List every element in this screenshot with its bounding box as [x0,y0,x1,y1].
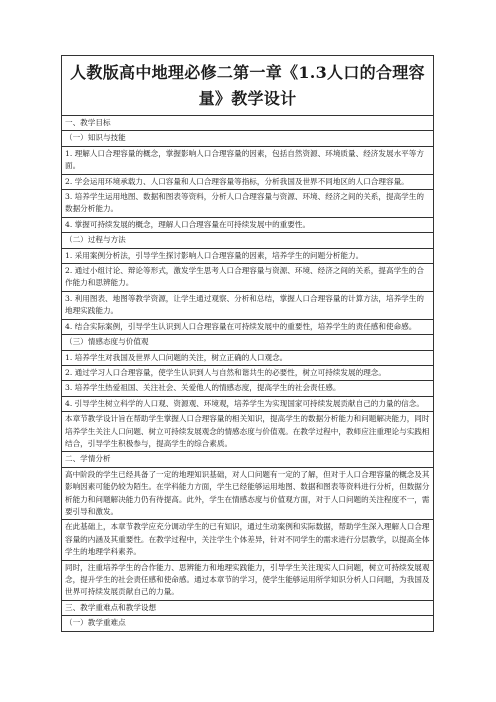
row-text: 同时，注重培养学生的合作能力、思辨能力和地理实践能力，引导学生关注现实人口问题，树立可持续发展观念，提升学生的社会责任感和使命感。通过本章节的学习，使学生能够运用所学知识分析人口问题，为我国及世界可持续发展贡献自己的力量。 [65,562,430,597]
row-text: 4. 引导学生树立科学的人口观、资源观、环境观，培养学生为实现国家可持续发展贡献自己的力量的信念。 [65,398,424,408]
row-text: 二、学情分析 [65,454,111,464]
document-title: 人教版高中地理必修二第一章《1.3人口的合理容量》教学设计 [70,63,425,108]
table-row [62,218,433,233]
row-text: （一）教学重难点 [65,618,126,628]
row-text: 高中阶段的学生已经具备了一定的地理知识基础，对人口问题有一定的了解，但对于人口合理容量的概念及其影响因素可能仍较为陌生。在学科能力方面，学生已经能够运用地图、数据和图表等资料进行分析，但数据分析能力和问题解决能力仍有待提高。此外，学生在情感态度与价值观方面，对于人口问题的关注程度不一，需要引导和激发。 [65,469,430,516]
row-text: （三）情感态度与价值观 [65,337,149,347]
table-row [62,335,433,350]
table-row [62,131,433,146]
row-text: 1. 采用案例分析法，引导学生探讨影响人口合理容量的因素，培养学生的问题分析能力。 [65,250,364,260]
row-text: 1. 培养学生对我国及世界人口问题的关注，树立正确的人口观念。 [65,352,288,362]
row-text: 2. 学会运用环境承载力、人口容量和人口合理容量等指标，分析我国及世界不同地区的人口合理容量。 [65,176,409,186]
row-text: 3. 培养学生运用地图、数据和图表等资料，分析人口合理容量与资源、环境、经济之间的关系，提高学生的数据分析能力。 [65,192,424,214]
row-text: 4. 结合实际案例，引导学生认识到人口合理容量在可持续发展中的重要性，培养学生的责任感和使命感。 [65,321,417,331]
table-row [62,397,433,412]
table-row [62,320,433,335]
row-text: 3. 利用图表、地图等教学资源，让学生通过观察、分析和总结，掌握人口合理容量的计算方法，培养学生的地理实践能力。 [65,293,424,316]
table-row [62,351,433,366]
table-row [62,412,433,452]
row-text: 2. 通过学习人口合理容量，使学生认识到人与自然和谐共生的必要性，树立可持续发展的理念。 [65,367,386,377]
row-text: 2. 通过小组讨论、辩论等形式，激发学生思考人口合理容量与资源、环境、经济之间的关系，提高学生的合作能力和思辨能力。 [65,266,424,288]
table-row [62,616,433,630]
table-row [62,561,433,601]
row-text: 4. 掌握可持续发展的概念，理解人口合理容量在可持续发展中的重要性。 [65,219,311,229]
table-row [62,147,433,175]
row-text: 一、教学目标 [65,118,111,127]
table-row [62,116,433,131]
title-cell [62,56,433,116]
table-row [62,292,433,320]
row-text: （二）过程与方法 [65,235,126,245]
table-row [62,468,433,521]
row-text: 三、教学重难点和教学设想 [65,602,157,612]
table-row [62,381,433,396]
table-row [62,366,433,381]
row-text: 3. 培养学生热爱祖国、关注社会、关爱他人的情感态度，提高学生的社会责任感。 [65,383,341,393]
table-row [62,233,433,248]
table-body [62,116,433,631]
table-row [62,175,433,190]
table-row [62,601,433,616]
row-text: 本章节教学设计旨在帮助学生掌握人口合理容量的相关知识，提高学生的数据分析能力和问题解决能力，同时培养学生关注人口问题、树立可持续发展观念的情感态度与价值观。在教学过程中，教师应注重理论与实践相结合，引导学生积极参与，提高学生的综合素质。 [65,414,430,448]
row-text: （一）知识与技能 [65,133,126,143]
table-row [62,452,433,467]
row-text: 1. 理解人口合理容量的概念，掌握影响人口合理容量的因素，包括自然资源、环境质量、经济发展水平等方面。 [65,148,424,171]
table-row [62,520,433,560]
table-row [62,249,433,264]
table-row [62,190,433,218]
lesson-plan-table [61,55,434,632]
row-text: 在此基础上，本章节教学应充分调动学生的已有知识，通过生动案例和实际数据，帮助学生深入理解人口合理容量的内涵及其重要性。在教学过程中，关注学生个体差异，针对不同学生的需求进行分层教学，以提高全体学生的地理学科素养。 [65,522,430,557]
table-row [62,264,433,292]
